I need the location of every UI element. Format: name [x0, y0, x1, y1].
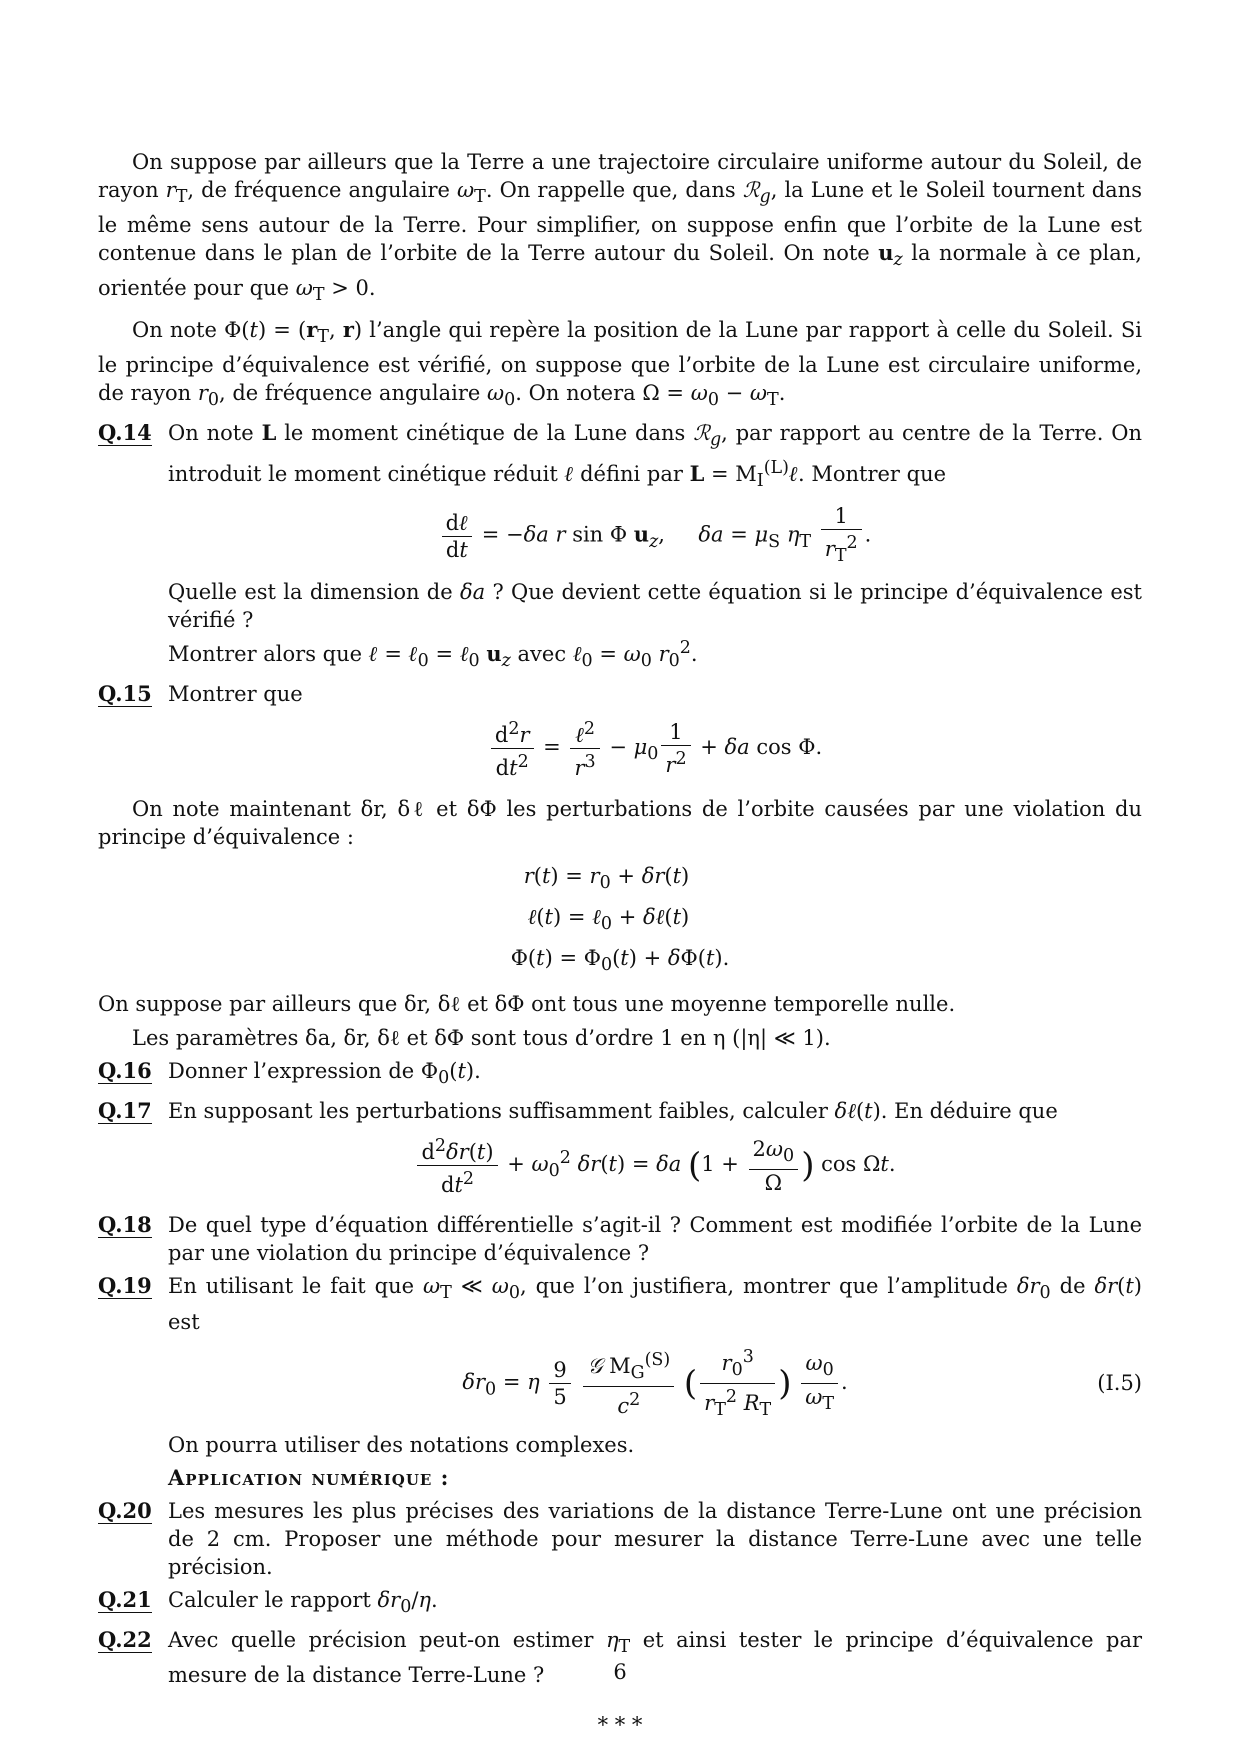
question-20: Q.20 Les mesures les plus précises des variations de la distance Terre-Lune ont une précision de 2 cm. Proposer une méthode pour mesurer la distance Terre-Lune avec une telle précision. — [98, 1498, 1142, 1579]
application-heading: Application numérique : — [168, 1465, 450, 1490]
equation-perturbation-system: $r(t) = r_0 + \delta r(t)$ ℓ(t) = ℓ$_0$ + δℓ(t) $\Phi(t) = \Phi_0(t) + \delta\Phi(t)$. — [510, 863, 730, 976]
question-number: Q.18 — [98, 1212, 152, 1238]
question-16: Q.16 Donner l’expression de $\Phi_0(t)$. — [98, 1057, 1142, 1092]
question-number: Q.19 — [98, 1273, 152, 1299]
question-number: Q.15 — [98, 680, 152, 706]
paragraph-mean-zero: On suppose par ailleurs que δr, δℓ et δΦ ont tous une moyenne temporelle nulle. — [98, 992, 956, 1017]
question-number: Q.22 — [98, 1627, 152, 1653]
paragraph-angle-phi: On note $\Phi(t) = (r_T$, r) l’angle qui repère la position de la Lune par rapport à celle du Soleil. Si le principe d’équivalence est vérifié, on suppose que l’orbite de la Lune est circulaire uniforme, de rayon $r_0$, de fréquence angulaire $\omega_0$. On notera $\Omega = \omega_0 - \omega_T$. — [98, 316, 1142, 410]
equation-dl-dt: $\frac{\text{dℓ}}{dt}$ = −δa r sin Φ $u_z$, $\delta a = \mu_S$ $\eta_T$ $\frac{1}{r_T^2}$ . — [168, 503, 1142, 569]
equation-forced-oscillator: $\frac{d^2\delta r(t)}{dt^2}$ + $\omega_0^2$ δr(t) = δa (1 + $\frac{2\omega_0}{\Omega}$ ) cos Ωt. — [168, 1133, 1142, 1198]
equation-tag: (I.5) — [1097, 1371, 1142, 1396]
question-14: Q.14 On note L le moment cinétique de la Lune dans ℛ$_g$, par rapport au centre de la Terre. On introduit le moment cinétique réduit ℓ défini par $L = M_I^{(L)}\ell$. Montrer que $\frac{\text{dℓ}}{dt}$ = −δa r sin Φ $u_z$, $\delta a = \mu_S$ $\eta_T$ $\frac{1}{r_T^2}$ . Quelle est la dimension de δa ? Que devient cette équation si le principe d’équivalence est vérifié ? Montrer alors que ℓ = ℓ$_0$ = ℓ$_0$ $u_z$ avec ℓ$_0$ = $\omega_0$ $r_0^2$. — [98, 419, 1142, 675]
question-number: Q.17 — [98, 1098, 152, 1124]
equation-d2r-dt2: $\frac{d^2r}{dt^2}$ = $\frac{\ell^2}{r^3}$ − $\mu_0$ $\frac{1}{r^2}$ + δa cos Φ. — [168, 716, 1142, 781]
question-number: Q.16 — [98, 1058, 152, 1084]
section-separator: * * * — [597, 1713, 643, 1738]
question-17: Q.17 En supposant les perturbations suffisamment faibles, calculer δℓ(t). En déduire que $\frac{d^2\delta r(t)}{dt^2}$ + $\omega_0^2$ δr(t) = δa (1 + $\frac{2\omega_0}{\Omega}$ ) cos Ωt. — [98, 1097, 1142, 1206]
application-heading-row — [98, 1464, 1142, 1492]
question-21: Q.21 Calculer le rapport $\delta r_0/\eta$. — [98, 1586, 1142, 1621]
question-18: Q.18 De quel type d’équation différentielle s’agit-il ? Comment est modifiée l’orbite de la Lune par une violation du principe d’équivalence ? — [98, 1212, 1142, 1266]
paragraph-perturbations: On note maintenant δr, δℓ et δΦ les perturbations de l’orbite causées par une violation du principe d’équivalence : — [98, 796, 1142, 849]
question-number: Q.14 — [98, 419, 152, 445]
page-number: 6 — [613, 1660, 627, 1684]
question-22: Q.22 Avec quelle précision peut-on estimer $\eta_T$ et ainsi tester le principe d’équivalence par mesure de la distance Terre-Lune ? — [98, 1627, 1142, 1688]
question-19: Q.19 En utilisant le fait que $\omega_T$ ≪ $\omega_0$, que l’on justifiera, montrer que l’amplitude $\delta r_0$ de δr(t) est $\delta r_0 = \eta$ $\frac{9}{5}$ $\frac{𝒢 M_G^{(S)}}{c^2}$ ( $\frac{r_0^3}{r_T^2 R_T}$ ) $\frac{\omega_0}{\omega_T}$ . (I.5) On pourra utiliser des notations complexes. — [98, 1273, 1142, 1457]
question-number: Q.20 — [98, 1498, 152, 1523]
question-15: Q.15 Montrer que $\frac{d^2r}{dt^2}$ = $\frac{\ell^2}{r^3}$ − $\mu_0$ $\frac{1}{r^2}$ + δa cos Φ. — [98, 680, 1142, 789]
paragraph-order-one: Les paramètres δa, δr, δℓ et δΦ sont tous d’ordre 1 en η (|η| ≪ 1). — [132, 1026, 831, 1051]
document-body — [98, 148, 1142, 1739]
question-number: Q.21 — [98, 1587, 152, 1612]
paragraph-earth-orbit: On suppose par ailleurs que la Terre a une trajectoire circulaire uniforme autour du Soleil, de rayon $r_T$, de fréquence angulaire $\omega_T$. On rappelle que, dans ℛ$_g$, la Lune et le Soleil tournent dans le même sens autour de la Terre. Pour simplifier, on suppose enfin que l’orbite de la Lune est contenue dans le plan de l’orbite de la Terre autour du Soleil. On note $u_z$ la normale à ce plan, orientée pour que $\omega_T > 0$. — [98, 150, 1143, 306]
equation-i5: $\delta r_0 = \eta$ $\frac{9}{5}$ $\frac{𝒢 M_G^{(S)}}{c^2}$ ( $\frac{r_0^3}{r_T^2 R_T}$ ) $\frac{\omega_0}{\omega_T}$ . (I.5) — [168, 1344, 1142, 1423]
